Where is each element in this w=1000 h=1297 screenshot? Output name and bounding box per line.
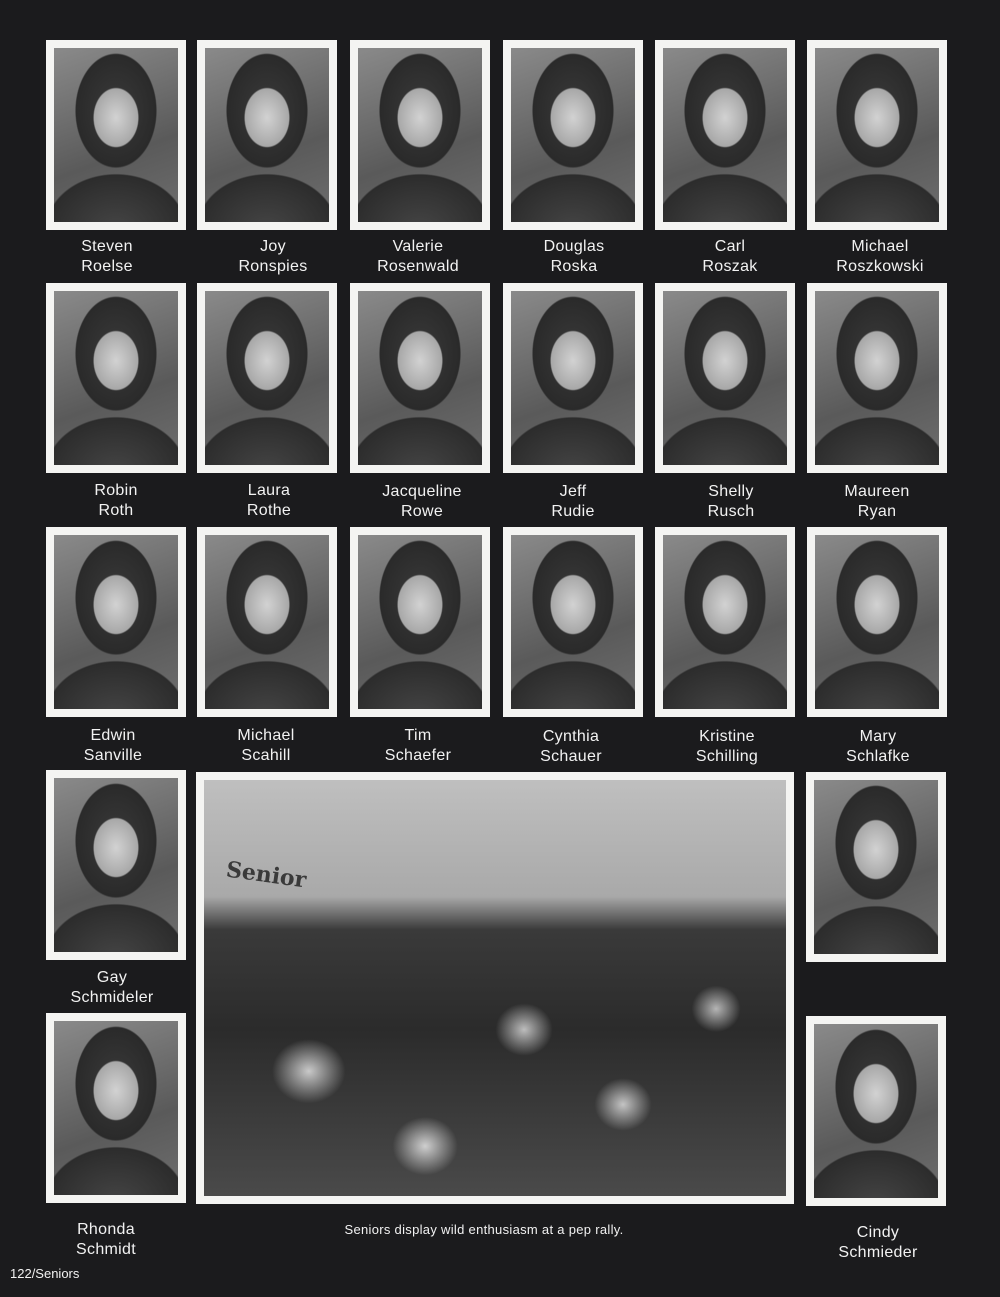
student-name: Maureen Ryan [844, 483, 910, 520]
portrait-photo [46, 527, 186, 717]
portrait-photo [197, 40, 337, 230]
student-name: Valerie Rosenwald [377, 238, 459, 275]
student-name: Edwin Sanville [83, 727, 143, 764]
portrait-photo [655, 283, 795, 473]
page-folio: 122/Seniors [10, 1266, 80, 1281]
photo-caption: Seniors display wild enthusiasm at a pep rally. [344, 1222, 624, 1237]
student-name: Kristine Schilling [695, 728, 759, 765]
portrait-photo [46, 1013, 186, 1203]
portrait-photo [806, 772, 946, 962]
portrait-photo [655, 40, 795, 230]
portrait-photo [197, 527, 337, 717]
pep-rally-photo [196, 772, 794, 1204]
student-name: Jacqueline Rowe [382, 483, 462, 520]
portrait-photo [350, 527, 490, 717]
student-name: Tim Schaefer [384, 727, 452, 764]
portrait-photo [807, 40, 947, 230]
student-name: Michael Scahill [237, 727, 295, 764]
portrait-photo [655, 527, 795, 717]
portrait-photo [503, 527, 643, 717]
portrait-photo [503, 40, 643, 230]
student-name: Cynthia Schauer [540, 728, 602, 765]
portrait-photo [46, 770, 186, 960]
student-name: Douglas Roska [543, 238, 605, 275]
student-name: Laura Rothe [246, 482, 292, 519]
portrait-photo [807, 283, 947, 473]
student-name: Cindy Schmieder [838, 1224, 918, 1261]
portrait-photo [46, 283, 186, 473]
student-name: Robin Roth [94, 482, 138, 519]
student-name: Gay Schmideler [70, 969, 154, 1006]
student-name: Joy Ronspies [238, 238, 308, 275]
student-name: Carl Roszak [702, 238, 758, 275]
student-name: Jeff Rudie [551, 483, 595, 520]
student-name: Rhonda Schmidt [76, 1221, 136, 1258]
portrait-photo [807, 527, 947, 717]
portrait-photo [350, 40, 490, 230]
portrait-photo [350, 283, 490, 473]
portrait-photo [46, 40, 186, 230]
student-name: Shelly Rusch [707, 483, 755, 520]
student-name: Steven Roelse [81, 238, 133, 275]
portrait-photo [806, 1016, 946, 1206]
senior-sign: Senior [224, 856, 308, 894]
portrait-photo [197, 283, 337, 473]
student-name: Michael Roszkowski [836, 238, 924, 275]
portrait-photo [503, 283, 643, 473]
student-name: Mary Schlafke [846, 728, 910, 765]
